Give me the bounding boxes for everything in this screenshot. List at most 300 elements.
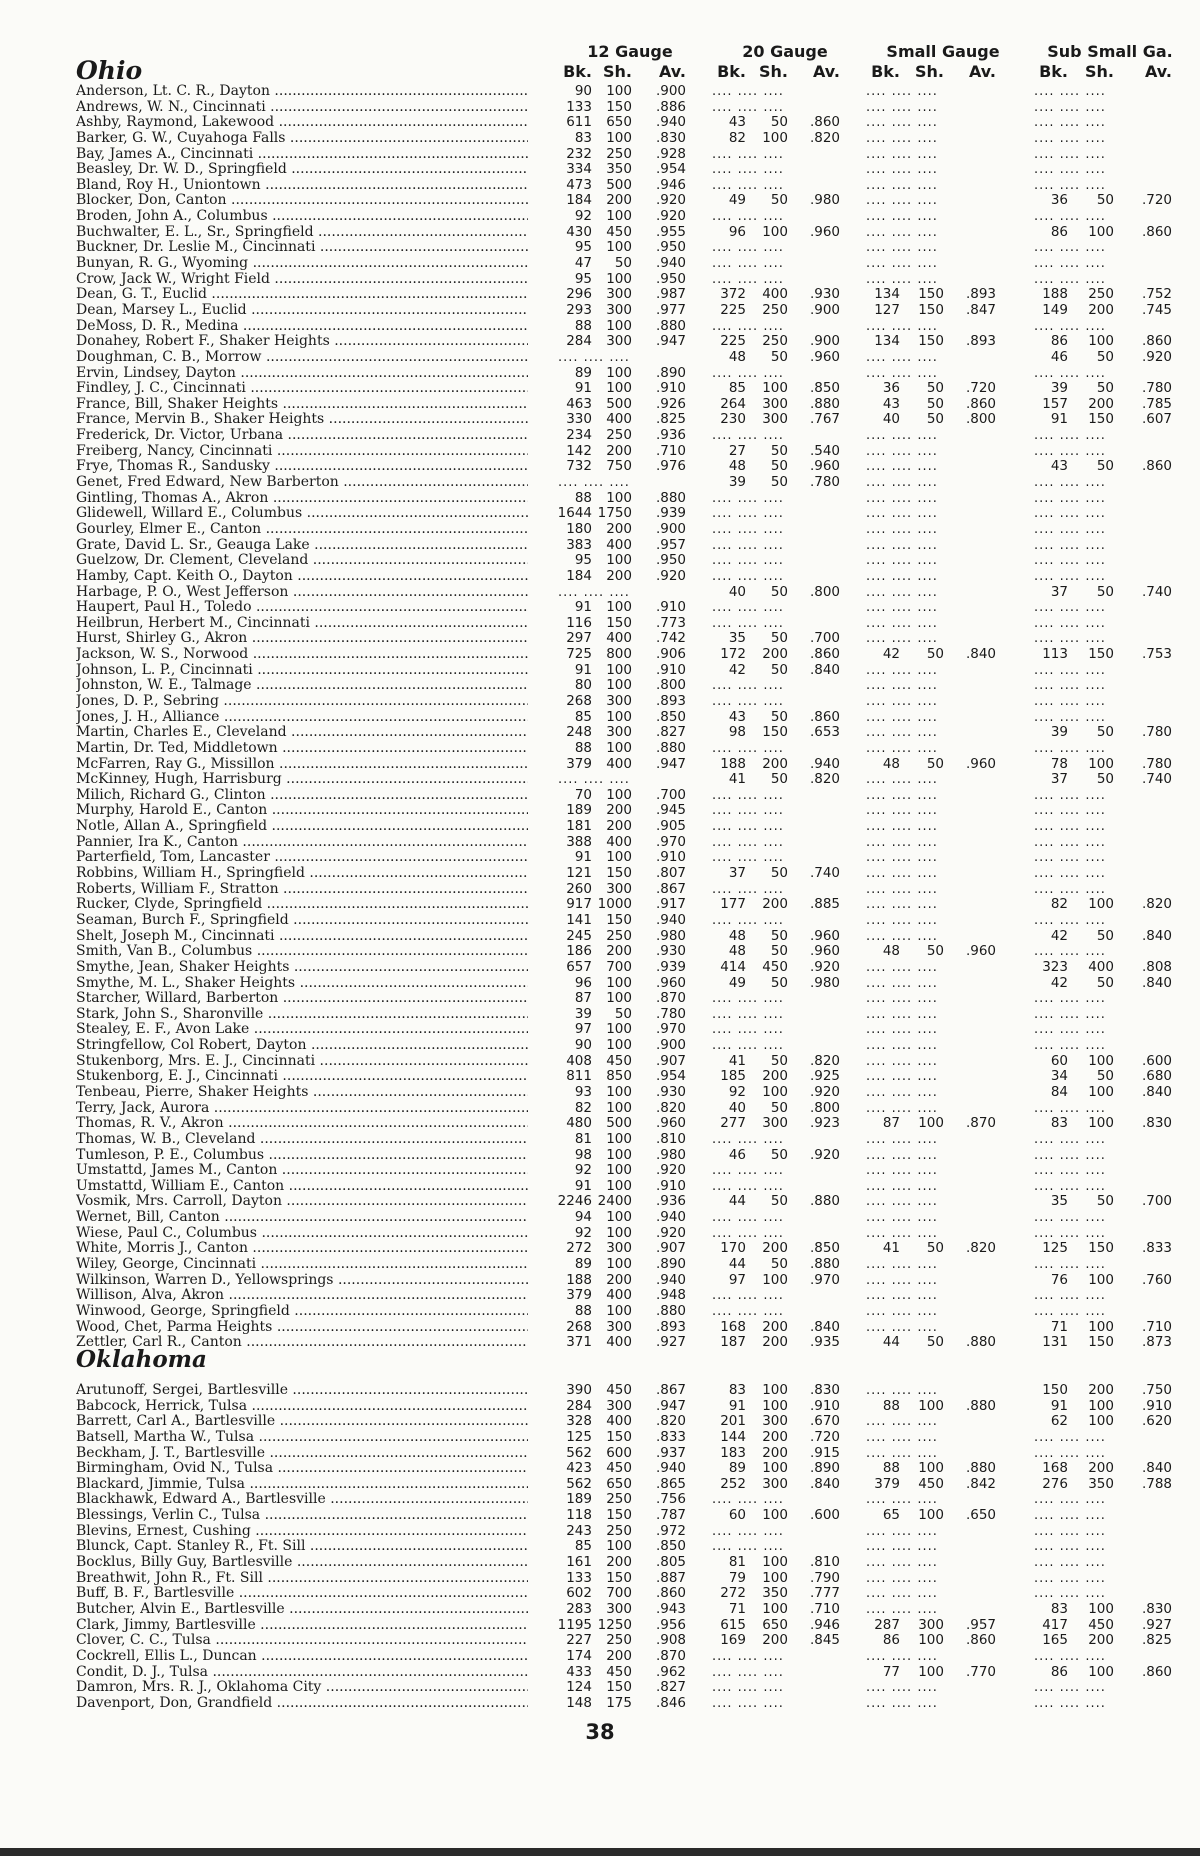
breaks-cell: 276 <box>1042 1475 1068 1492</box>
average-cell: .840 <box>1141 1084 1172 1100</box>
table-row <box>0 1430 1200 1446</box>
average-cell: .940 <box>655 1271 686 1288</box>
average-cell: .720 <box>809 1428 840 1445</box>
breaks-cell: 82 <box>574 1099 592 1116</box>
subheader-av-3: Av. <box>1144 62 1172 81</box>
shooter-name: Barker, G. W., Cuyahoga Falls ..... <box>76 131 528 147</box>
breaks-cell: 42 <box>1050 927 1068 944</box>
empty-cell-dots: .... .... .... <box>712 146 784 162</box>
breaks-cell: 91 <box>1050 411 1068 428</box>
shots-cell: 250 <box>762 333 788 350</box>
average-cell: .880 <box>965 1397 996 1414</box>
shots-cell: 200 <box>762 1318 788 1335</box>
average-cell: .780 <box>1141 380 1172 397</box>
average-cell: .870 <box>655 1647 686 1664</box>
breaks-cell: 268 <box>566 692 592 709</box>
average-cell: .827 <box>655 1679 686 1696</box>
table-row <box>0 678 1200 694</box>
breaks-cell: 88 <box>574 1302 592 1319</box>
subheader-av-1: Av. <box>812 62 840 81</box>
breaks-cell: 562 <box>566 1444 592 1461</box>
shooter-name: Clover, C. C., Tulsa ..... <box>76 1633 528 1649</box>
shooter-name: Heilbrun, Herbert M., Cincinnati ..... <box>76 616 528 632</box>
breaks-cell: 83 <box>1050 1115 1068 1132</box>
shooter-name: Smythe, M. L., Shaker Heights ..... <box>76 976 528 992</box>
shooter-name: Wilkinson, Warren D., Yellowsprings ..... <box>76 1273 528 1289</box>
average-cell: .880 <box>655 489 686 506</box>
shots-cell: 700 <box>606 958 632 975</box>
average-cell: .954 <box>655 1068 686 1085</box>
average-cell: .833 <box>1141 1240 1172 1257</box>
empty-cell-dots: .... .... .... <box>866 584 938 600</box>
shots-cell: 50 <box>1096 1193 1114 1210</box>
shooter-name: Jones, J. H., Alliance ..... <box>76 710 528 726</box>
breaks-cell: 296 <box>566 286 592 303</box>
average-cell: .955 <box>655 223 686 240</box>
group-20-gauge: 20 Gauge <box>742 42 828 61</box>
shooter-name: Umstattd, William E., Canton ..... <box>76 1179 528 1195</box>
shots-cell: 100 <box>606 599 632 616</box>
average-cell: .860 <box>655 1585 686 1602</box>
shooter-name: Martin, Charles E., Cleveland ..... <box>76 725 528 741</box>
shooter-name: Wernet, Bill, Canton ..... <box>76 1210 528 1226</box>
empty-cell-dots: .... .... .... <box>712 1303 784 1319</box>
table-row <box>0 1179 1200 1195</box>
table-row <box>0 193 1200 209</box>
shots-cell: 100 <box>1088 1397 1114 1414</box>
average-cell: .935 <box>809 1334 840 1351</box>
shots-cell: 300 <box>606 880 632 897</box>
table-row <box>0 115 1200 131</box>
shots-cell: 200 <box>762 1428 788 1445</box>
shots-cell: 350 <box>606 161 632 178</box>
empty-cell-dots: .... .... .... <box>866 1383 938 1398</box>
shots-cell: 100 <box>1088 1084 1114 1100</box>
average-cell: .900 <box>655 520 686 537</box>
shooter-name: Smythe, Jean, Shaker Heights ..... <box>76 960 528 976</box>
breaks-cell: 97 <box>728 1271 746 1288</box>
empty-cell-dots: .... .... .... <box>712 1163 784 1179</box>
average-cell: .860 <box>809 708 840 725</box>
empty-cell-dots: .... .... .... <box>712 600 784 616</box>
average-cell: .860 <box>965 395 996 412</box>
breaks-cell: 131 <box>1042 1334 1068 1351</box>
breaks-cell: 227 <box>566 1632 592 1649</box>
breaks-cell: 127 <box>874 301 900 318</box>
empty-cell-dots: .... .... .... <box>866 146 938 162</box>
average-cell: .825 <box>655 411 686 428</box>
shots-cell: 800 <box>606 646 632 663</box>
shots-cell: 50 <box>926 395 944 412</box>
table-row <box>0 929 1200 945</box>
shots-cell: 100 <box>606 1162 632 1179</box>
breaks-cell: 46 <box>728 1146 746 1163</box>
average-cell: .540 <box>809 442 840 459</box>
shots-cell: 200 <box>606 192 632 209</box>
group-12-gauge: 12 Gauge <box>587 42 673 61</box>
table-row <box>0 1101 1200 1117</box>
breaks-cell: 62 <box>1050 1413 1068 1430</box>
breaks-cell: 37 <box>1050 583 1068 600</box>
breaks-cell: 732 <box>566 458 592 475</box>
empty-cell-dots: .... .... .... <box>866 1414 938 1430</box>
table-row <box>0 1241 1200 1257</box>
breaks-cell: 383 <box>566 536 592 553</box>
breaks-cell: 284 <box>566 333 592 350</box>
shots-cell: 100 <box>606 1302 632 1319</box>
average-cell: .910 <box>655 1177 686 1194</box>
breaks-cell: 81 <box>728 1554 746 1571</box>
subheader-bk-1: Bk. <box>717 62 746 81</box>
empty-cell-dots: .... .... .... <box>558 772 630 788</box>
shooter-name: Babcock, Herrick, Tulsa ..... <box>76 1399 528 1415</box>
shots-cell: 50 <box>1096 583 1114 600</box>
shots-cell: 50 <box>770 1052 788 1069</box>
breaks-cell: 88 <box>882 1397 900 1414</box>
shooter-name: Harbage, P. O., West Jefferson ..... <box>76 585 528 601</box>
shots-cell: 100 <box>762 1084 788 1100</box>
shots-cell: 350 <box>762 1585 788 1602</box>
shots-cell: 100 <box>1088 1663 1114 1680</box>
breaks-cell: 323 <box>1042 958 1068 975</box>
average-cell: .807 <box>655 865 686 882</box>
breaks-cell: 134 <box>874 333 900 350</box>
empty-cell-dots: .... .... .... <box>712 162 784 178</box>
table-row <box>0 100 1200 116</box>
breaks-cell: 44 <box>728 1193 746 1210</box>
average-cell: .945 <box>655 802 686 819</box>
breaks-cell: 39 <box>1050 724 1068 741</box>
shots-cell: 200 <box>606 1271 632 1288</box>
shots-cell: 100 <box>762 1382 788 1398</box>
shots-cell: 50 <box>770 661 788 678</box>
shots-cell: 150 <box>918 286 944 303</box>
average-cell: .825 <box>1141 1632 1172 1649</box>
average-cell: .810 <box>655 1130 686 1147</box>
empty-cell-dots: .... .... .... <box>866 1445 938 1461</box>
table-row <box>0 1508 1200 1524</box>
shooter-name: Condit, D. J., Tulsa ..... <box>76 1665 528 1681</box>
shots-cell: 100 <box>606 1130 632 1147</box>
empty-cell-dots: .... .... .... <box>1034 834 1106 850</box>
empty-cell-dots: .... .... .... <box>712 318 784 334</box>
average-cell: .960 <box>655 1115 686 1132</box>
table-row <box>0 334 1200 350</box>
breaks-cell: 92 <box>574 208 592 225</box>
shots-cell: 100 <box>1088 1271 1114 1288</box>
shots-cell: 100 <box>762 1397 788 1414</box>
average-cell: .700 <box>809 630 840 647</box>
breaks-cell: 283 <box>566 1600 592 1617</box>
shooter-name: Donahey, Robert F., Shaker Heights ..... <box>76 334 528 350</box>
shots-cell: 100 <box>606 849 632 866</box>
shots-cell: 350 <box>1088 1475 1114 1492</box>
breaks-cell: 41 <box>728 771 746 788</box>
empty-cell-dots: .... .... .... <box>1034 1303 1106 1319</box>
table-row <box>0 1288 1200 1304</box>
empty-cell-dots: .... .... .... <box>1034 866 1106 882</box>
table-row <box>0 475 1200 491</box>
breaks-cell: 811 <box>566 1068 592 1085</box>
breaks-cell: 134 <box>874 286 900 303</box>
shooter-name: Frye, Thomas R., Sandusky ..... <box>76 459 528 475</box>
table-row <box>0 397 1200 413</box>
breaks-cell: 80 <box>574 677 592 694</box>
average-cell: .927 <box>655 1334 686 1351</box>
empty-cell-dots: .... .... .... <box>712 787 784 803</box>
shots-cell: 100 <box>606 270 632 287</box>
shooter-name: Smith, Van B., Columbus ..... <box>76 944 528 960</box>
table-row <box>0 741 1200 757</box>
empty-cell-dots: .... .... .... <box>866 928 938 944</box>
empty-cell-dots: .... .... .... <box>1034 271 1106 287</box>
table-row <box>0 84 1200 100</box>
breaks-cell: 65 <box>882 1507 900 1524</box>
average-cell: .907 <box>655 1052 686 1069</box>
shots-cell: 100 <box>606 1021 632 1038</box>
breaks-cell: 225 <box>720 301 746 318</box>
shots-cell: 400 <box>606 755 632 772</box>
shooter-name: McKinney, Hugh, Harrisburg ..... <box>76 772 528 788</box>
breaks-cell: 89 <box>574 364 592 381</box>
table-row <box>0 600 1200 616</box>
average-cell: .830 <box>655 129 686 146</box>
average-cell: .920 <box>655 192 686 209</box>
breaks-cell: 91 <box>728 1397 746 1414</box>
shooter-name: Roberts, William F., Stratton ..... <box>76 882 528 898</box>
empty-cell-dots: .... .... .... <box>866 678 938 694</box>
table-row <box>0 1680 1200 1696</box>
average-cell: .880 <box>809 1193 840 1210</box>
breaks-cell: 260 <box>566 880 592 897</box>
shots-cell: 300 <box>762 1475 788 1492</box>
average-cell: .873 <box>1141 1334 1172 1351</box>
empty-cell-dots: .... .... .... <box>1034 428 1106 444</box>
shots-cell: 100 <box>606 739 632 756</box>
average-cell: .600 <box>809 1507 840 1524</box>
breaks-cell: 124 <box>566 1679 592 1696</box>
shots-cell: 100 <box>606 239 632 256</box>
shots-cell: 400 <box>606 1413 632 1430</box>
average-cell: .937 <box>655 1444 686 1461</box>
empty-cell-dots: .... .... .... <box>866 1539 938 1555</box>
average-cell: .827 <box>655 724 686 741</box>
breaks-cell: 149 <box>1042 301 1068 318</box>
shots-cell: 50 <box>926 1240 944 1257</box>
shots-cell: 100 <box>918 1115 944 1132</box>
table-row <box>0 1602 1200 1618</box>
shots-cell: 300 <box>606 1240 632 1257</box>
shooter-name: Seaman, Burch F., Springfield ..... <box>76 913 528 929</box>
empty-cell-dots: .... .... .... <box>1034 1022 1106 1038</box>
empty-cell-dots: .... .... .... <box>558 349 630 365</box>
shots-cell: 50 <box>770 474 788 491</box>
shooter-name: Hurst, Shirley G., Akron ..... <box>76 631 528 647</box>
subheader-av-0: Av. <box>658 62 686 81</box>
shots-cell: 1000 <box>597 896 632 913</box>
average-cell: .820 <box>1141 896 1172 913</box>
shots-cell: 150 <box>1088 1334 1114 1351</box>
empty-cell-dots: .... .... .... <box>866 819 938 835</box>
breaks-cell: 248 <box>566 724 592 741</box>
empty-cell-dots: .... .... .... <box>712 1225 784 1241</box>
breaks-cell: 37 <box>1050 771 1068 788</box>
empty-cell-dots: .... .... .... <box>1034 1586 1106 1602</box>
empty-cell-dots: .... .... .... <box>1034 537 1106 553</box>
average-cell: .860 <box>965 1632 996 1649</box>
empty-cell-dots: .... .... .... <box>712 1539 784 1555</box>
shots-cell: 200 <box>606 943 632 960</box>
average-cell: .740 <box>1141 771 1172 788</box>
table-row <box>0 287 1200 303</box>
shots-cell: 100 <box>606 129 632 146</box>
shots-cell: 200 <box>1088 301 1114 318</box>
average-cell: .939 <box>655 958 686 975</box>
empty-cell-dots: .... .... .... <box>712 1492 784 1508</box>
empty-cell-dots: .... .... .... <box>866 1210 938 1226</box>
shooter-name: Zettler, Carl R., Canton ..... <box>76 1335 528 1351</box>
breaks-cell: 40 <box>882 411 900 428</box>
empty-cell-dots: .... .... .... <box>866 177 938 193</box>
shots-cell: 50 <box>1096 724 1114 741</box>
shots-cell: 300 <box>606 333 632 350</box>
average-cell: .960 <box>809 348 840 365</box>
empty-cell-dots: .... .... .... <box>1034 1492 1106 1508</box>
shots-cell: 450 <box>1088 1616 1114 1633</box>
breaks-cell: 92 <box>574 1162 592 1179</box>
table-row <box>0 569 1200 585</box>
breaks-cell: 96 <box>728 223 746 240</box>
average-cell: .840 <box>809 661 840 678</box>
shots-cell: 250 <box>606 1491 632 1508</box>
table-row <box>0 882 1200 898</box>
shots-cell: 150 <box>1088 646 1114 663</box>
average-cell: .750 <box>1141 1382 1172 1398</box>
empty-cell-dots: .... .... .... <box>712 912 784 928</box>
breaks-cell: 184 <box>566 567 592 584</box>
breaks-cell: 43 <box>728 114 746 131</box>
shooter-name: Blocker, Don, Canton ..... <box>76 193 528 209</box>
average-cell: .847 <box>965 301 996 318</box>
average-cell: .940 <box>655 114 686 131</box>
breaks-cell: 43 <box>728 708 746 725</box>
breaks-cell: 172 <box>720 646 746 663</box>
empty-cell-dots: .... .... .... <box>712 521 784 537</box>
breaks-cell: 297 <box>566 630 592 647</box>
average-cell: .650 <box>965 1507 996 1524</box>
shooter-name: Broden, John A., Columbus ..... <box>76 209 528 225</box>
breaks-cell: 330 <box>566 411 592 428</box>
table-row <box>0 506 1200 522</box>
average-cell: .960 <box>809 458 840 475</box>
average-cell: .800 <box>965 411 996 428</box>
shots-cell: 450 <box>606 1382 632 1398</box>
empty-cell-dots: .... .... .... <box>866 537 938 553</box>
shots-cell: 100 <box>918 1460 944 1477</box>
average-cell: .745 <box>1141 301 1172 318</box>
breaks-cell: 90 <box>574 83 592 99</box>
shots-cell: 100 <box>606 83 632 99</box>
average-cell: .893 <box>655 692 686 709</box>
shots-cell: 2400 <box>597 1193 632 1210</box>
empty-cell-dots: .... .... .... <box>1034 740 1106 756</box>
breaks-cell: 60 <box>1050 1052 1068 1069</box>
average-cell: .928 <box>655 145 686 162</box>
breaks-cell: 81 <box>574 1130 592 1147</box>
shooter-name: Thomas, R. V., Akron ..... <box>76 1116 528 1132</box>
breaks-cell: 188 <box>566 1271 592 1288</box>
shots-cell: 50 <box>770 943 788 960</box>
breaks-cell: 602 <box>566 1585 592 1602</box>
shots-cell: 200 <box>1088 1382 1114 1398</box>
empty-cell-dots: .... .... .... <box>866 1523 938 1539</box>
table-row <box>0 866 1200 882</box>
shots-cell: 100 <box>1088 333 1114 350</box>
breaks-cell: 232 <box>566 145 592 162</box>
empty-cell-dots: .... .... .... <box>866 443 938 459</box>
shots-cell: 100 <box>606 364 632 381</box>
table-row <box>0 350 1200 366</box>
average-cell: .927 <box>1141 1616 1172 1633</box>
breaks-cell: 96 <box>574 974 592 991</box>
shots-cell: 200 <box>606 802 632 819</box>
average-cell: .840 <box>809 1475 840 1492</box>
breaks-cell: 1195 <box>557 1616 592 1633</box>
table-row <box>0 647 1200 663</box>
empty-cell-dots: .... .... .... <box>712 1648 784 1664</box>
table-row <box>0 1477 1200 1493</box>
subheader-bk-0: Bk. <box>563 62 592 81</box>
breaks-cell: 95 <box>574 270 592 287</box>
breaks-cell: 91 <box>574 599 592 616</box>
shooter-name: Ervin, Lindsey, Dayton ..... <box>76 366 528 382</box>
average-cell: .700 <box>1141 1193 1172 1210</box>
average-cell: .810 <box>809 1554 840 1571</box>
shooter-name: Tenbeau, Pierre, Shaker Heights ..... <box>76 1085 528 1101</box>
table-row <box>0 538 1200 554</box>
empty-cell-dots: .... .... .... <box>558 584 630 600</box>
shooter-name: DeMoss, D. R., Medina ..... <box>76 319 528 335</box>
empty-cell-dots: .... .... .... <box>866 553 938 569</box>
shots-cell: 100 <box>606 661 632 678</box>
shots-cell: 200 <box>606 1554 632 1571</box>
shots-cell: 400 <box>606 411 632 428</box>
table-row <box>0 1022 1200 1038</box>
shooter-name: Stark, John S., Sharonville ..... <box>76 1007 528 1023</box>
average-cell: .820 <box>655 1413 686 1430</box>
shots-cell: 100 <box>762 1507 788 1524</box>
shots-cell: 150 <box>1088 1240 1114 1257</box>
empty-cell-dots: .... .... .... <box>1034 1648 1106 1664</box>
shots-cell: 450 <box>606 1663 632 1680</box>
shooter-name: Arutunoff, Sergei, Bartlesville ..... <box>76 1383 528 1399</box>
shots-cell: 100 <box>762 1460 788 1477</box>
shooter-name: Milich, Richard G., Clinton ..... <box>76 788 528 804</box>
average-cell: .820 <box>655 1099 686 1116</box>
shots-cell: 650 <box>606 114 632 131</box>
average-cell: .880 <box>655 739 686 756</box>
shots-cell: 200 <box>762 1334 788 1351</box>
average-cell: .850 <box>809 380 840 397</box>
empty-cell-dots: .... .... .... <box>866 787 938 803</box>
shooter-name: Batsell, Martha W., Tulsa ..... <box>76 1430 528 1446</box>
average-cell: .710 <box>809 1600 840 1617</box>
empty-cell-dots: .... .... .... <box>866 84 938 99</box>
shots-cell: 300 <box>918 1616 944 1633</box>
table-row <box>0 412 1200 428</box>
empty-cell-dots: .... .... .... <box>1034 475 1106 491</box>
empty-cell-dots: .... .... .... <box>1034 819 1106 835</box>
